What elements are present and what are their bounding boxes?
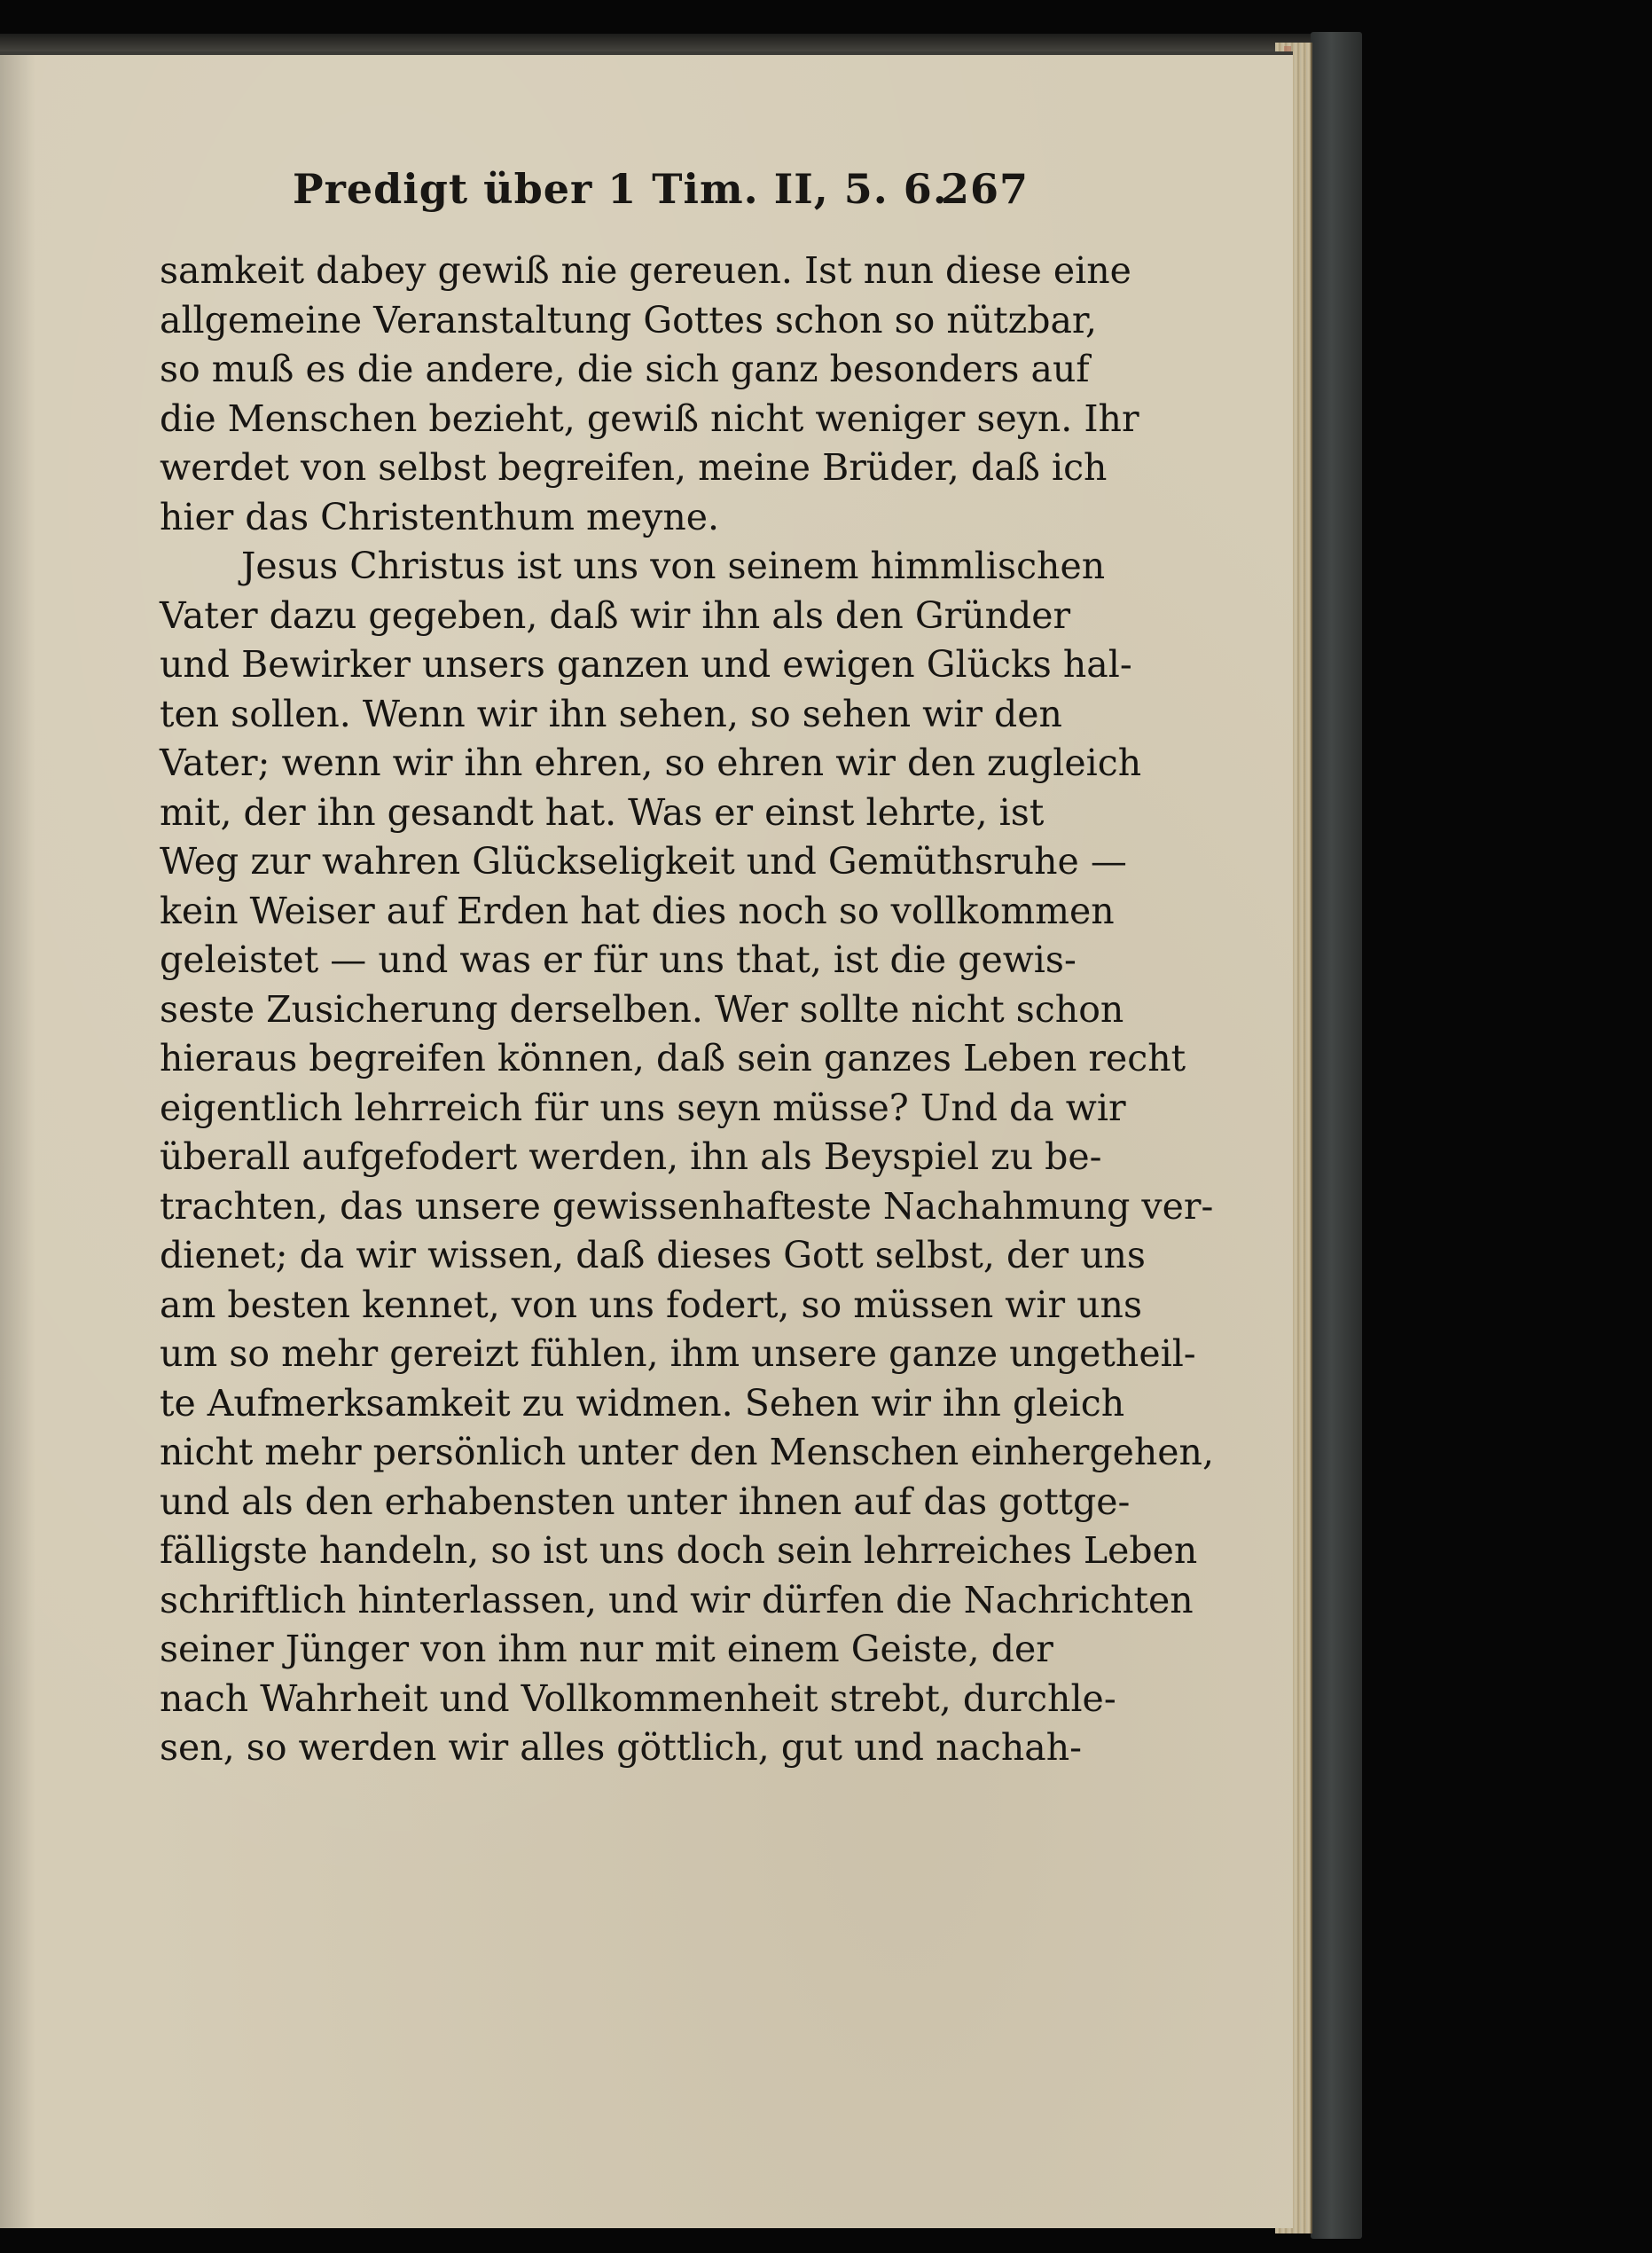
text-line: te Aufmerksamkeit zu widmen. Sehen wir ihn gleich xyxy=(160,1381,1125,1425)
text-line: eigentlich lehrreich für uns seyn müsse? Und da wir xyxy=(160,1086,1126,1129)
body-text xyxy=(160,247,1214,1773)
text-line: nicht mehr persönlich unter den Menschen einhergehen, xyxy=(160,1431,1214,1473)
text-line: seste Zusicherung derselben. Wer sollte nicht schon xyxy=(160,987,1124,1031)
text-line: und als den erhabensten unter ihnen auf das gottge- xyxy=(160,1480,1131,1523)
text-line: dienet; da wir wissen, daß dieses Gott selbst, der uns xyxy=(160,1234,1146,1276)
text-line: sen, so werden wir alles göttlich, gut und nachah- xyxy=(160,1726,1082,1769)
page-number: 267 xyxy=(940,165,1029,213)
text-line: hieraus begreifen können, daß sein ganzes Leben recht xyxy=(160,1037,1186,1079)
text-line: die Menschen bezieht, gewiß nicht weniger seyn. Ihr xyxy=(160,396,1139,440)
text-line: samkeit dabey gewiß nie gereuen. Ist nun diese eine xyxy=(160,249,1131,292)
text-line: ten sollen. Wenn wir ihn sehen, so sehen wir den xyxy=(160,692,1062,735)
text-line: und Bewirker unsers ganzen und ewigen Glücks hal- xyxy=(160,643,1132,686)
text-line: überall aufgefodert werden, ihn als Beyspiel zu be- xyxy=(160,1135,1102,1178)
text-line: Jesus Christus ist uns von seinem himmlischen xyxy=(241,545,1106,587)
book-top-edge xyxy=(0,34,1348,53)
text-line: um so mehr gereizt fühlen, ihm unsere ganze ungetheil- xyxy=(160,1332,1196,1375)
running-title: Predigt über 1 Tim. II, 5. 6. xyxy=(293,165,948,213)
text-line: trachten, das unsere gewissenhafteste Nachahmung ver- xyxy=(160,1184,1214,1228)
text-line: Weg zur wahren Glückseligkeit und Gemüthsruhe — xyxy=(160,840,1127,883)
text-line: werdet von selbst begreifen, meine Brüder, daß ich xyxy=(160,446,1108,489)
text-line: Vater dazu gegeben, daß wir ihn als den Gründer xyxy=(160,593,1071,637)
text-line: so muß es die andere, die sich ganz besonders auf xyxy=(160,348,1090,390)
running-header xyxy=(293,160,1029,231)
text-line: allgemeine Veranstaltung Gottes schon so nützbar, xyxy=(160,298,1098,341)
text-line: geleistet — und was er für uns that, ist die gewis- xyxy=(160,938,1077,981)
book-cover xyxy=(1311,32,1362,2239)
text-line: seiner Jünger von ihm nur mit einem Geiste, der xyxy=(160,1628,1053,1670)
text-line: schriftlich hinterlassen, und wir dürfen die Nachrichten xyxy=(160,1578,1194,1621)
text-line: am besten kennet, von uns fodert, so müssen wir uns xyxy=(160,1283,1143,1326)
text-line: hier das Christenthum meyne. xyxy=(160,495,720,538)
text-line: Vater; wenn wir ihn ehren, so ehren wir den zugleich xyxy=(160,742,1142,784)
text-line: fälligste handeln, so ist uns doch sein lehrreiches Leben xyxy=(160,1529,1198,1572)
text-line: mit, der ihn gesandt hat. Was er einst lehrte, ist xyxy=(160,790,1045,834)
text-line: nach Wahrheit und Vollkommenheit strebt, durchle- xyxy=(160,1676,1116,1720)
text-line: kein Weiser auf Erden hat dies noch so vollkommen xyxy=(160,889,1115,932)
